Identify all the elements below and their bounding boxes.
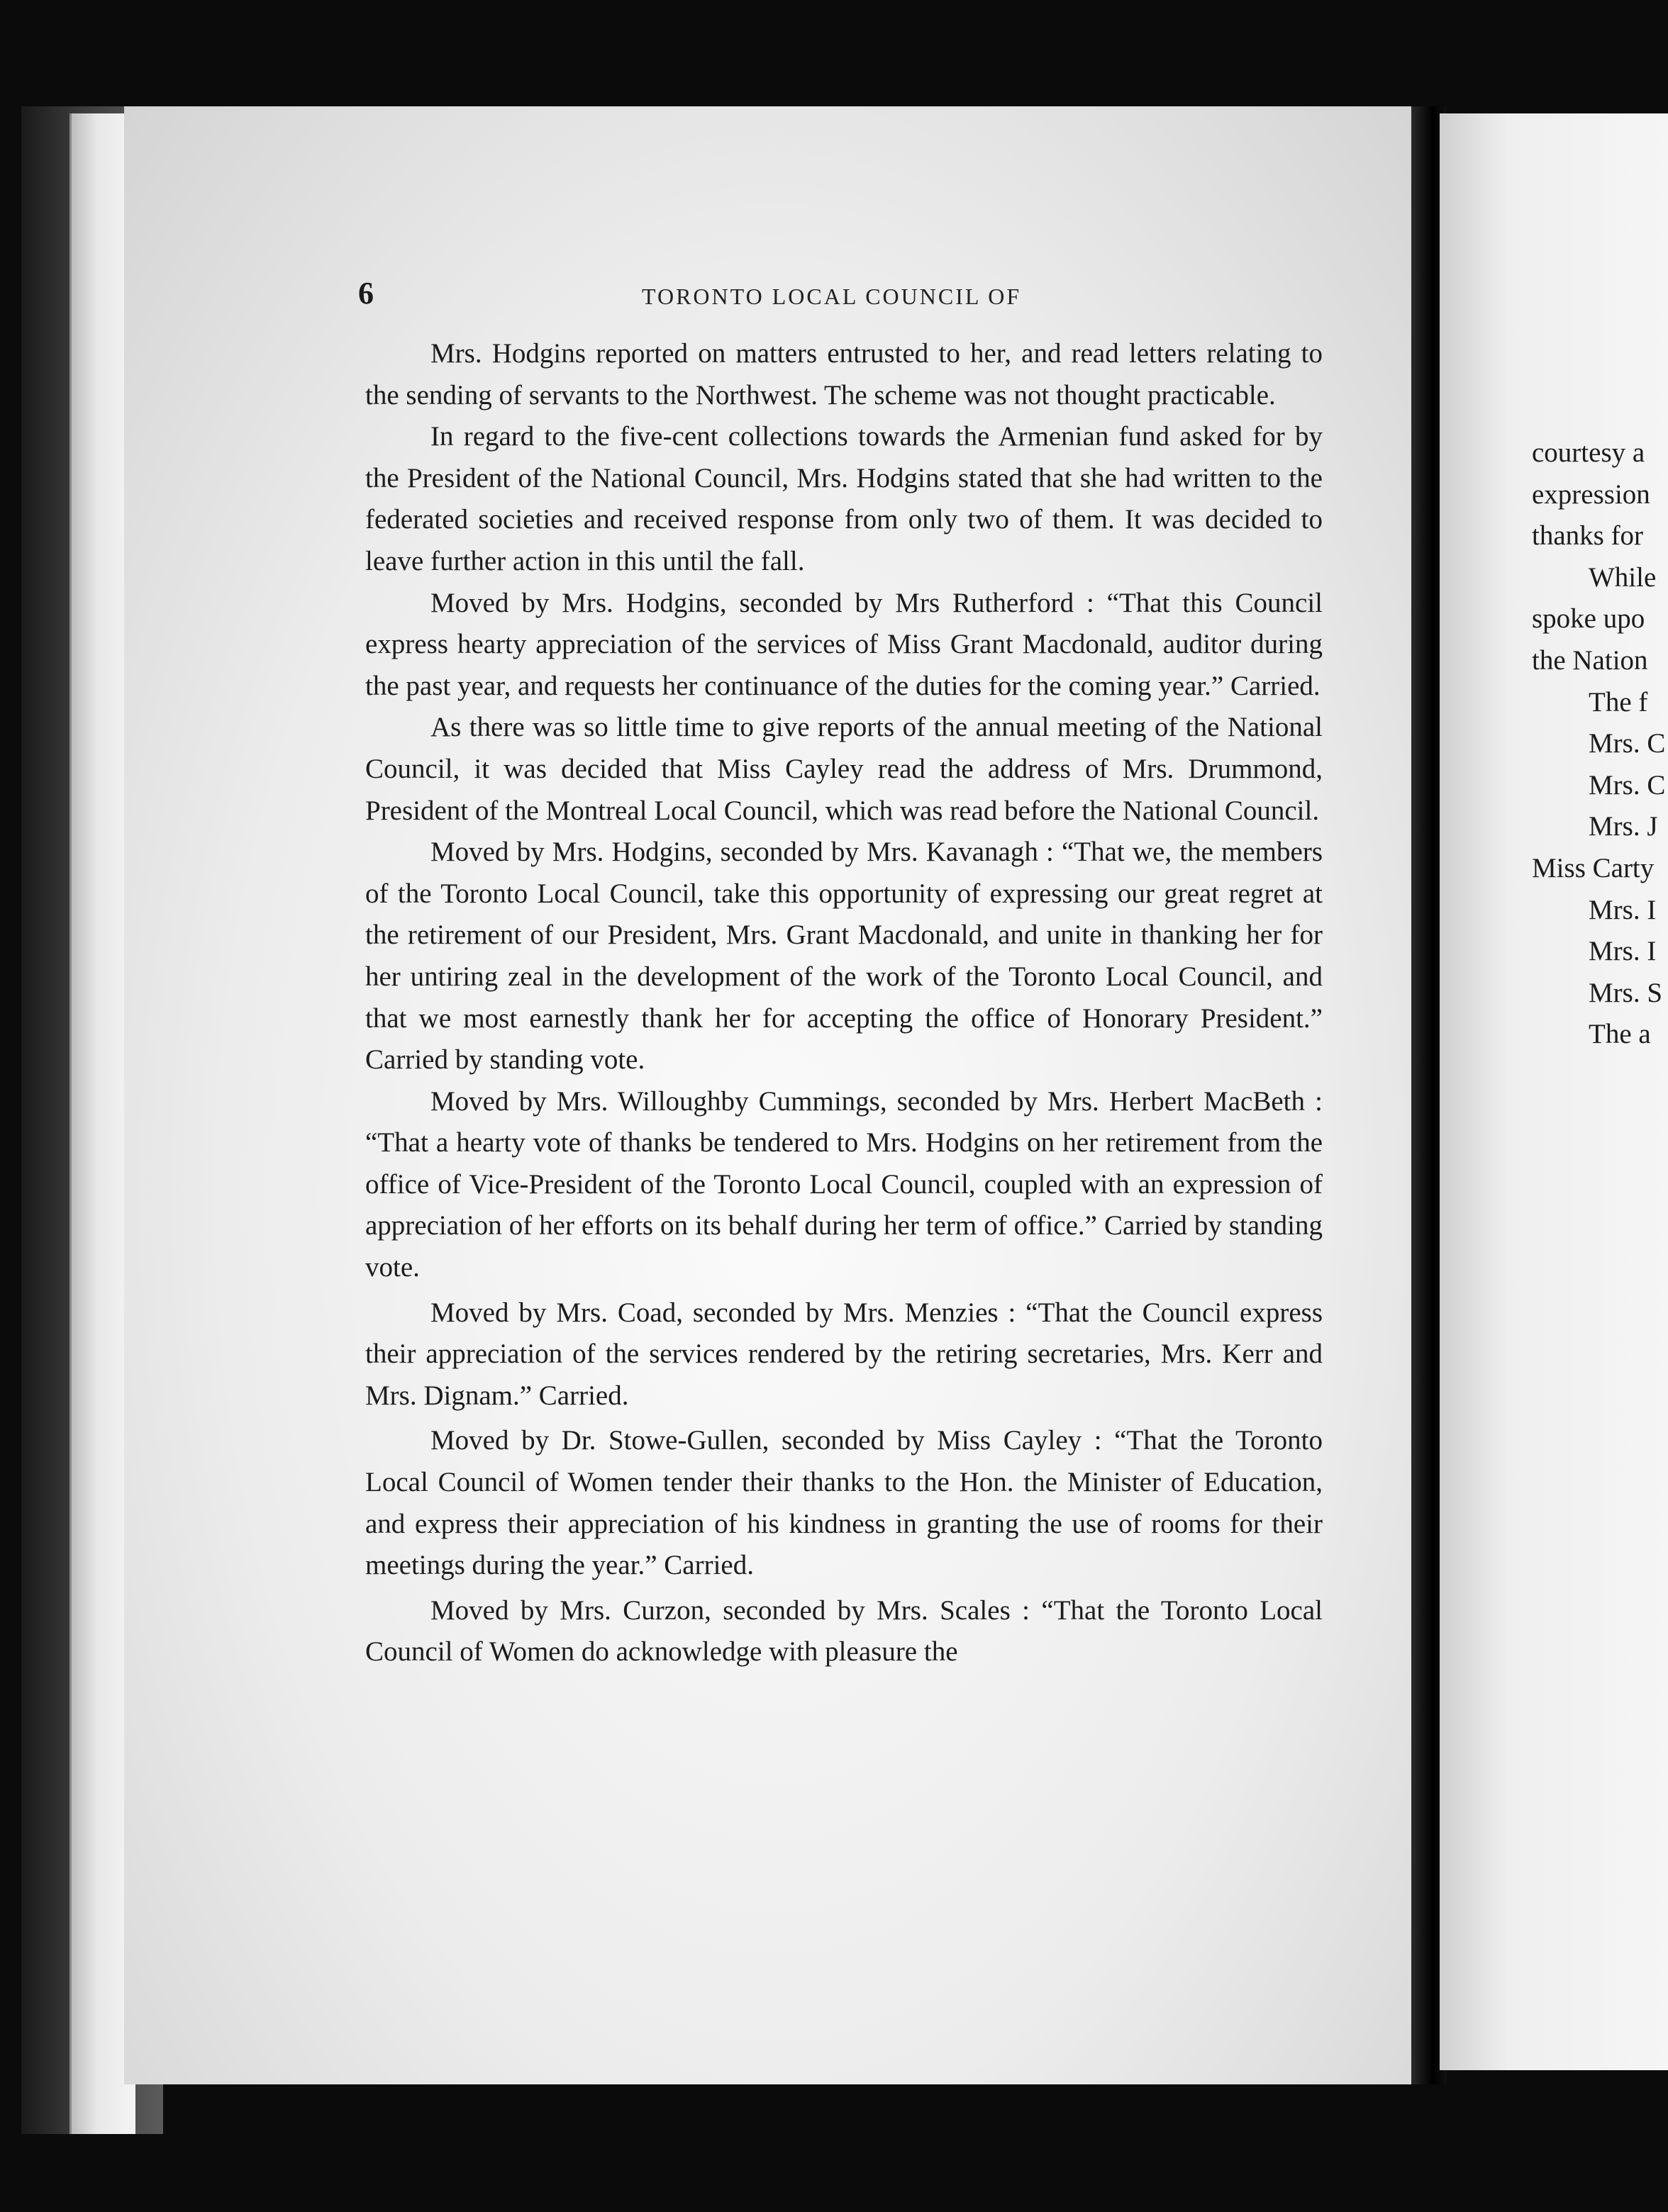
right-page-line: Miss Carty <box>1532 852 1655 883</box>
right-page-line: Mrs. I <box>1589 936 1657 967</box>
right-page-line: spoke upo <box>1532 603 1645 635</box>
paragraph: Moved by Dr. Stowe-Gullen, seconded by Miss Cayley : “That the Toronto Local Council of Women tender their thanks to the Hon. the Minister of Education, and express their appreciation of his kindness in granting the use of rooms for their meetings during the year.” Carried. <box>365 1425 1323 1581</box>
paragraph: Moved by Mrs. Coad, seconded by Mrs. Menzies : “That the Council express their appreciation of the services rendered by the retiring secretaries, Mrs. Kerr and Mrs. Dignam.” Carried. <box>365 1297 1323 1411</box>
right-page-line: the Nation <box>1532 644 1648 676</box>
right-page-line: The a <box>1589 1019 1651 1050</box>
right-page-line: Mrs. S <box>1589 977 1663 1008</box>
right-page-line: While <box>1589 562 1657 593</box>
paragraph: Mrs. Hodgins reported on matters entrusted to her, and read letters relating to the sending of servants to the Northwest. The scheme was not thought practicable. <box>365 338 1323 410</box>
right-page <box>1440 113 1668 2070</box>
paragraph: As there was so little time to give reports of the annual meeting of the National Council, it was decided that Miss Cayley read the address of Mrs. Drummond, President of the Montreal Local Council, which was read before the National Council. <box>365 712 1323 826</box>
paragraph: Moved by Mrs. Hodgins, seconded by Mrs Rutherford : “That this Council express hearty appreciation of the services of Miss Grant Macdonald, auditor during the past year, and requests her continuance of the duties for the coming year.” Carried. <box>365 587 1323 701</box>
left-page-body <box>365 333 1323 1673</box>
right-page-line: Mrs. C <box>1589 728 1666 759</box>
page-number: 6 <box>358 276 374 311</box>
right-page-line: expression <box>1532 479 1650 510</box>
right-page-line: Mrs. I <box>1589 894 1657 925</box>
right-page-line: courtesy a <box>1532 437 1645 468</box>
right-page-text <box>1532 432 1668 1056</box>
paragraph: Moved by Mrs. Hodgins, seconded by Mrs. Kavanagh : “That we, the members of the Toronto Local Council, take this opportunity of expressing our great regret at the retirement of our President, Mrs. Grant Macdonald, and unite in thanking her for her untiring zeal in the development of the work of the Toronto Local Council, and that we most earnestly thank her for accepting the office of Honorary President.” Carried by standing vote. <box>365 837 1323 1076</box>
right-page-line: Mrs. C <box>1589 769 1666 800</box>
right-page-line: The f <box>1589 686 1648 717</box>
running-head: TORONTO LOCAL COUNCIL OF <box>642 284 1022 309</box>
paragraph: Moved by Mrs. Willoughby Cummings, seconded by Mrs. Herbert MacBeth : “That a hearty vote of thanks be tendered to Mrs. Hodgins on her retirement from the office of Vice-President of the Toronto Local Council, coupled with an expression of appreciation of her efforts on its behalf during her term of office.” Carried by standing vote. <box>365 1085 1323 1283</box>
paragraph: In regard to the five-cent collections towards the Armenian fund asked for by the President of the National Council, Mrs. Hodgins stated that she had written to the federated societies and received response from only two of them. It was decided to leave further action in this until the fall. <box>365 421 1323 576</box>
right-page-line: Mrs. J <box>1589 811 1658 842</box>
page-header <box>358 275 1372 318</box>
paragraph: Moved by Mrs. Curzon, seconded by Mrs. Scales : “That the Toronto Local Council of Women do acknowledge with pleasure the <box>365 1594 1323 1668</box>
right-page-line: thanks for <box>1532 520 1644 552</box>
